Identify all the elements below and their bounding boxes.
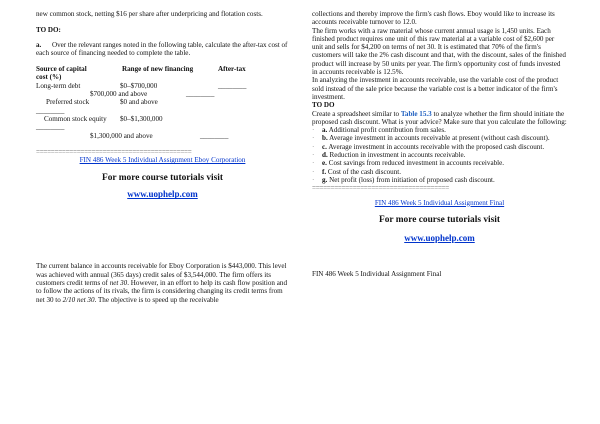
todo-text: Create a spreadsheet similar to Table 15.3 to analyze whether the firm should initiate the proposed cash discount. What is your advice? Make sure that you calculate the following: — [312, 109, 567, 126]
table-header: Source of capital Range of new financing After-tax — [36, 65, 246, 74]
separator: ========================================== — [36, 147, 192, 156]
website-link[interactable]: www.uophelp.com — [127, 189, 198, 200]
assignment-link[interactable]: FIN 486 Week 5 Individual Assignment Final — [374, 198, 505, 207]
paragraph: The firm works with a raw material whose current annual usage is 1,450 units. Each finished product requires one unit of this raw material at a variable cost of $2,600 per unit and sells for $4,200 on terms of net 30. It is estimated that 70% of the firm's customers will take the 2% cash discount and that, with the discount, sales of the finished product will increase by 50 units per year. The firm's opportunity cost of funds invested in accounts receivable is 12.5%. — [312, 26, 566, 77]
assignment-link[interactable]: FIN 486 Week 5 Individual Assignment Eboy Corporation — [79, 156, 246, 165]
todo-heading: TO DO — [312, 101, 335, 110]
cost-header: cost (%) — [36, 73, 62, 82]
list-item: · a. Additional profit contribution from sales. — [312, 126, 567, 134]
left-column — [36, 10, 289, 304]
list-item: · c. Average investment in accounts receivable with the proposed cash discount. — [312, 143, 567, 151]
todo-heading: TO DO: — [36, 26, 61, 35]
list-item: · f. Cost of the cash discount. — [312, 168, 567, 176]
table-row: $1,300,000 and above ________ — [90, 131, 229, 140]
visit-heading: For more course tutorials visit — [102, 173, 223, 184]
list-item: · b. Average investment in accounts receivable at present (without cash discount). — [312, 134, 567, 142]
task-a: a. Over the relevant ranges noted in the following table, calculate the after-tax cost of each source of financing needed to complete the table. — [36, 40, 288, 57]
paragraph: In analyzing the investment in accounts receivable, use the variable cost of the product sold instead of the sale price because the variable cost is a better indicator of the firm's investment. — [312, 76, 559, 101]
list-item: · e. Cost savings from reduced investment in accounts receivable. — [312, 159, 567, 167]
table-row: ________ — [36, 123, 65, 132]
paragraph: collections and thereby improve the firm's cash flows. Eboy would like to increase its accounts receivable turnover to 12.0. — [312, 10, 555, 27]
table-row: $700,000 and above ________ — [90, 90, 215, 99]
right-column — [312, 10, 567, 278]
footer-text: FIN 486 Week 5 Individual Assignment Final — [312, 269, 442, 278]
task-list — [312, 126, 567, 184]
list-item: · g. Net profit (loss) from initiation of proposed cash discount. — [312, 176, 567, 184]
separator: ===================================== — [312, 184, 449, 193]
table-row: Common stock equity $0–$1,300,000 — [44, 114, 163, 123]
website-link[interactable]: www.uophelp.com — [404, 232, 475, 243]
body-text: The current balance in accounts receivable for Eboy Corporation is $443,000. This level was achieved with annual (365 days) credit sales of $3,544,000. The firm offers its customers credit terms of net 30. However, in an effort to help its cash flow position and to follow the actions of its rivals, the firm is considering changing its credit terms from net 30 to 2/10 net 30. The objective is to speed up the receivable — [36, 262, 287, 304]
intro-text: new common stock, netting $16 per share after underpricing and flotation costs. — [36, 10, 263, 18]
table-row: Preferred stock $0 and above — [46, 98, 158, 107]
table-row: Long-term debt $0–$700,000 ________ — [36, 81, 247, 90]
table-reference: Table 15.3 — [400, 109, 432, 118]
table-row: ________ — [36, 106, 65, 115]
visit-heading: For more course tutorials visit — [379, 214, 500, 225]
list-item: · d. Reduction in investment in accounts receivable. — [312, 151, 567, 159]
